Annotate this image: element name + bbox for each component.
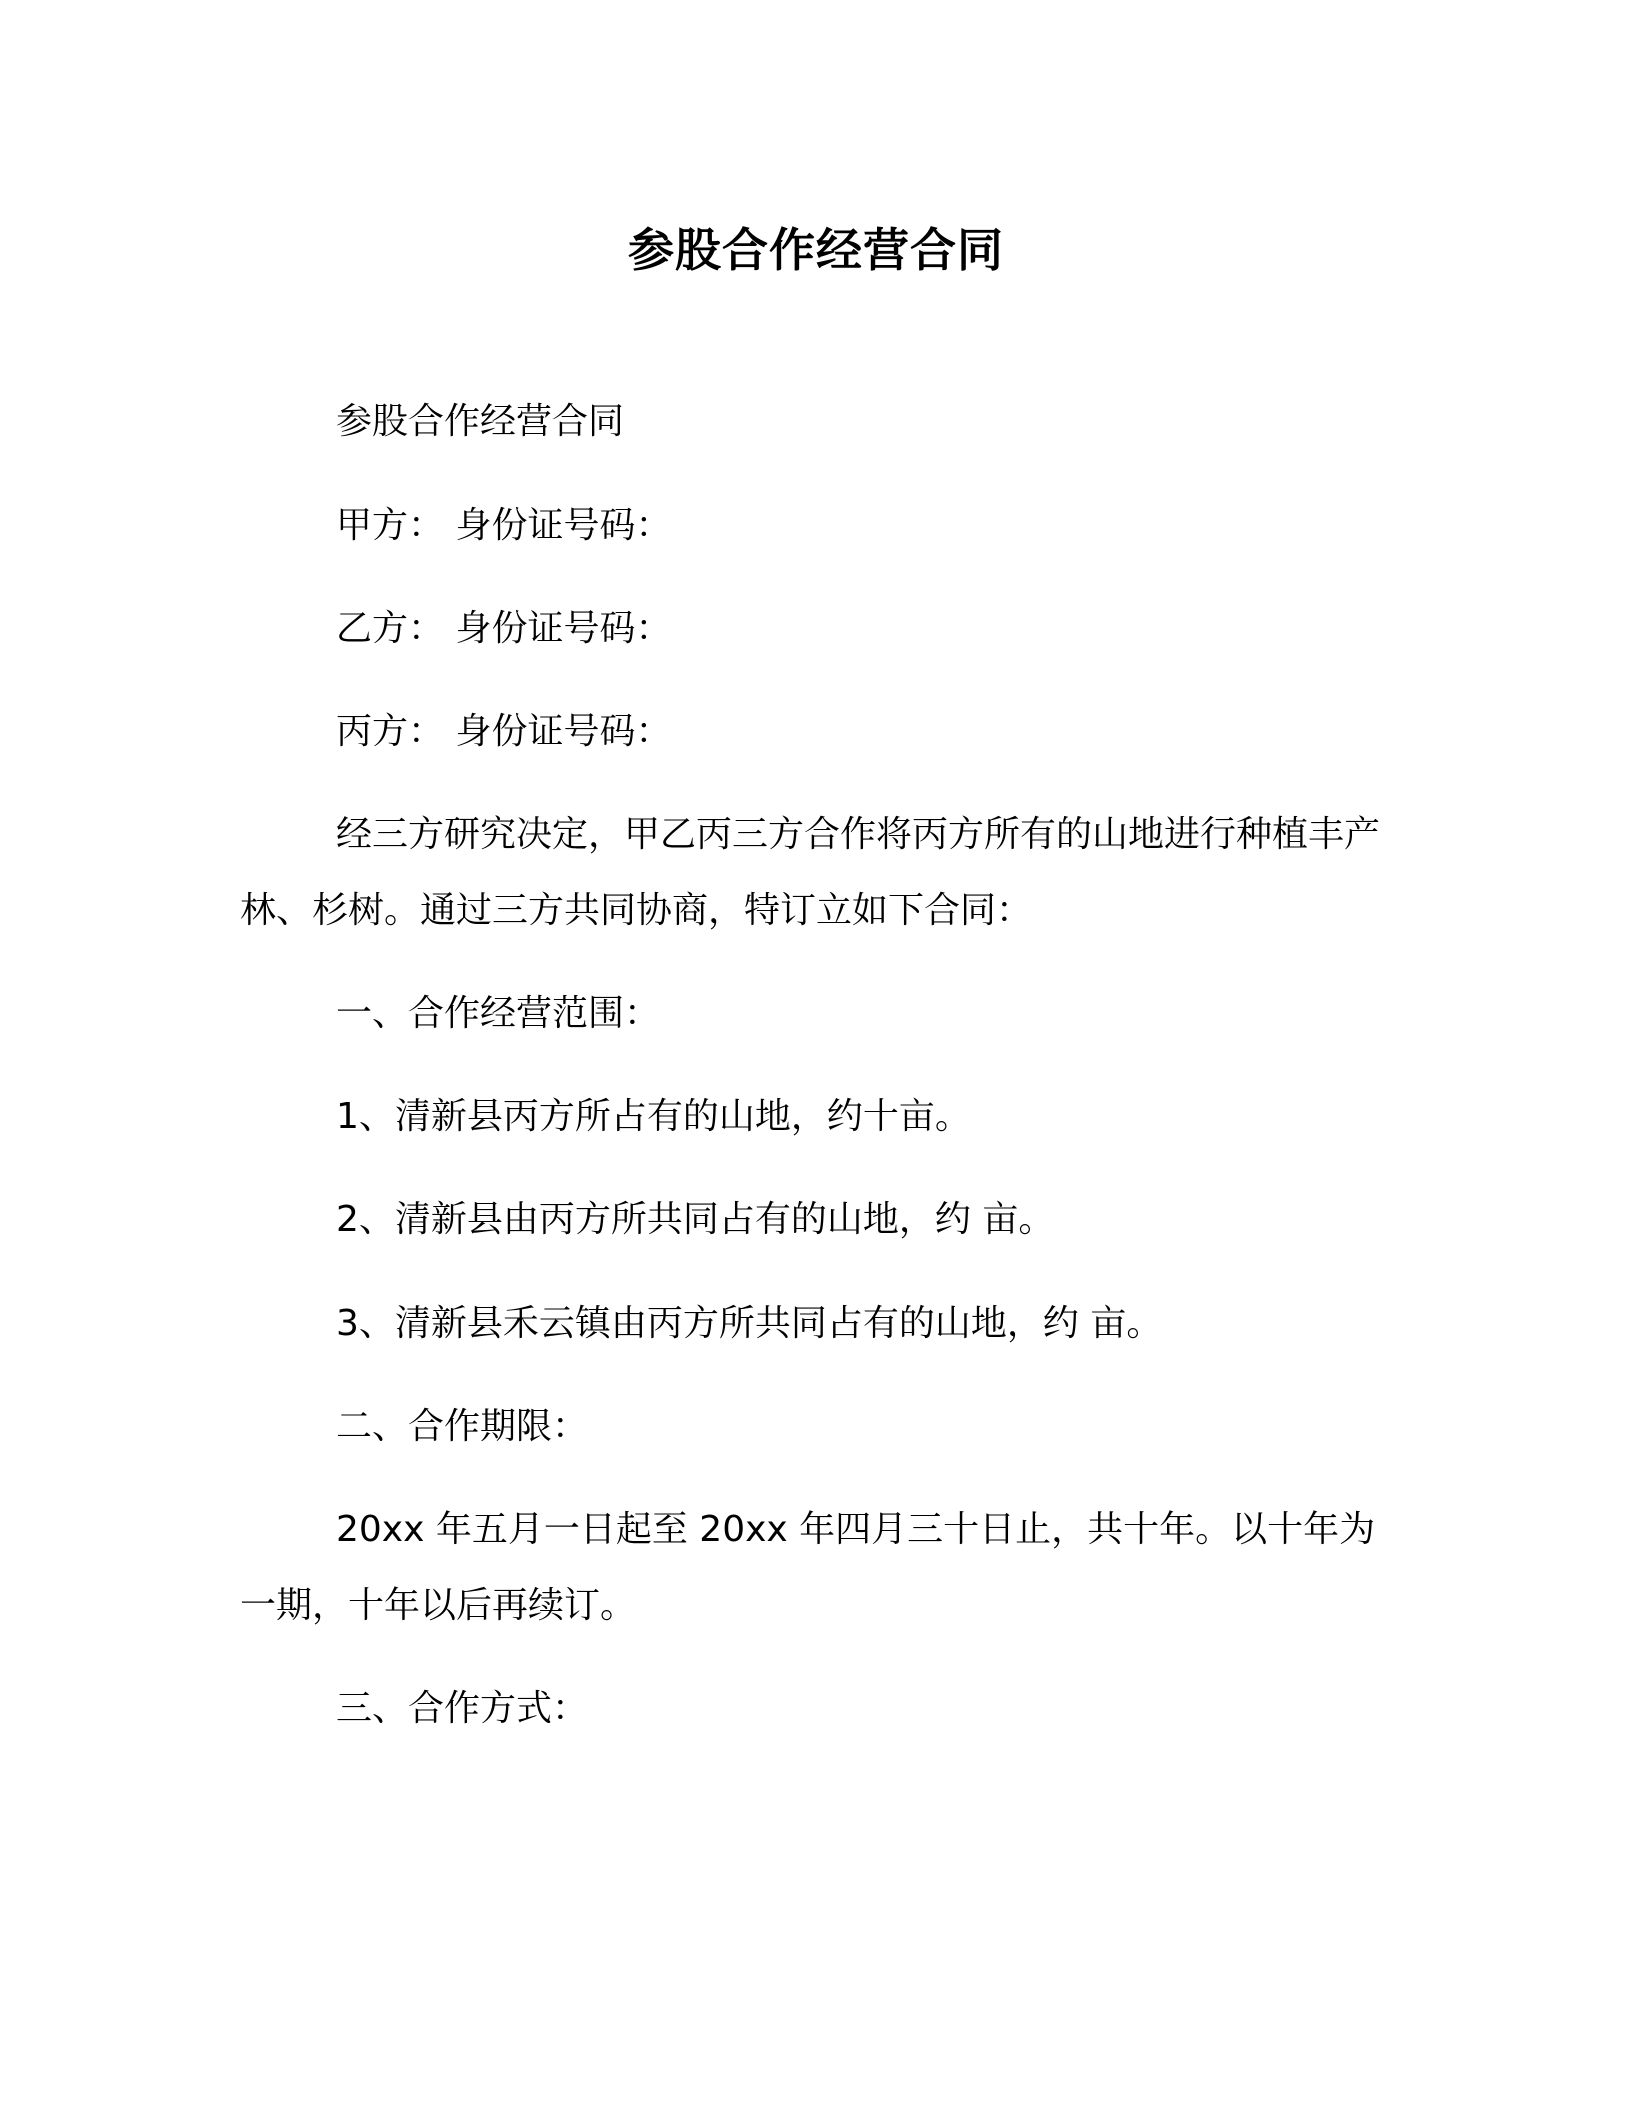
section-heading-method: 三、合作方式：: [336, 1688, 589, 1729]
paragraph-party-c: 丙方： 身份证号码：: [336, 711, 672, 752]
scope-item-3: 3、清新县禾云镇由丙方所共同占有的山地，约 亩。: [336, 1303, 1163, 1344]
paragraph-party-b: 乙方： 身份证号码：: [336, 608, 672, 649]
paragraph-intro: 经三方研究决定，甲乙丙三方合作将丙方所有的山地进行种植丰产林、杉树。通过三方共同协商，特订立如下合同：: [240, 814, 1381, 931]
paragraph-party-a: 甲方： 身份证号码：: [336, 505, 672, 546]
scope-item-2: 2、清新县由丙方所共同占有的山地，约 亩。: [336, 1199, 1055, 1240]
scope-item-1: 1、清新县丙方所占有的山地，约十亩。: [336, 1096, 971, 1137]
section-heading-scope: 一、合作经营范围：: [336, 993, 661, 1034]
paragraph-term: 20xx 年五月一日起至 20xx 年四月三十日止，共十年。以十年为一期，十年以后再续订。: [240, 1509, 1376, 1626]
document-title: 参股合作经营合同: [628, 223, 1004, 277]
paragraph-heading: 参股合作经营合同: [336, 401, 625, 442]
section-heading-term: 二、合作期限：: [336, 1406, 589, 1447]
